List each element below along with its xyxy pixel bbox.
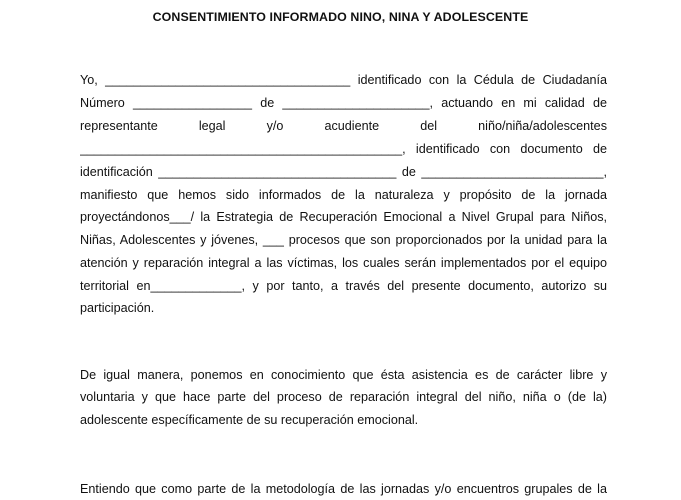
paragraph-line: representante legal y/o acudiente del niño/niña/adolescentes	[80, 119, 607, 133]
paragraph-line: voluntaria y que hace parte del proceso de reparación integral del niño, niña o (de la)	[80, 390, 607, 404]
paragraph-line: Número _________________ de _____________________, actuando en mi calidad de	[80, 96, 607, 110]
paragraph-line: De igual manera, ponemos en conocimiento que ésta asistencia es de carácter libre y	[80, 368, 607, 382]
paragraph-line: ______________________________________________, identificado con documento de	[80, 142, 607, 156]
paragraph-line: participación.	[80, 301, 155, 315]
paragraph-line: proyectándonos___/ la Estrategia de Recuperación Emocional a Nivel Grupal para Niños,	[80, 210, 607, 224]
document-title: CONSENTIMIENTO INFORMADO NINO, NINA Y ADOLESCENTE	[152, 10, 529, 24]
paragraph-line: Entiendo que como parte de la metodología de las jornadas y/o encuentros grupales de la	[80, 482, 607, 496]
paragraph-line: Niñas, Adolescentes y jóvenes, ___ procesos que son proporcionados por la unidad para la	[80, 233, 607, 247]
paragraph-line: Yo, ___________________________________ identificado con la Cédula de Ciudadanía	[80, 73, 607, 87]
paragraph-line: territorial en_____________, y por tanto, a través del presente documento, autorizo su	[80, 279, 607, 293]
paragraph-line: atención y reparación integral a las víctimas, los cuales serán implementados por el equipo	[80, 256, 607, 270]
paragraph-line: manifiesto que hemos sido informados de la naturaleza y propósito de la jornada	[80, 188, 607, 202]
paragraph-line: adolescente específicamente de su recuperación emocional.	[80, 413, 419, 427]
paragraph-line: identificación __________________________________ de __________________________,	[80, 165, 607, 179]
